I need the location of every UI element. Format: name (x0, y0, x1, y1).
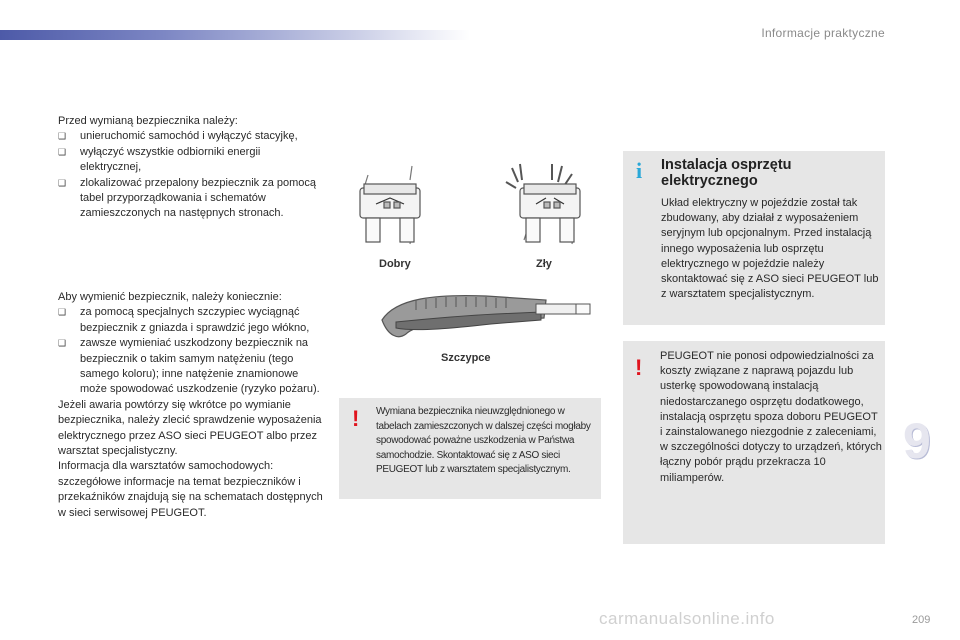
workshop-paragraph: Informacja dla warsztatów samochodowych: szczegółowe informacje na temat bezpieczników i przekaźników znajdują się na schematach dostępnych w sieci serwisowej PEUGEOT. (58, 460, 323, 519)
fuse-illustration (340, 160, 600, 270)
page-number: 209 (912, 614, 931, 626)
warning-icon: ! (352, 406, 360, 431)
warning-text: Wymiana bezpiecznika nieuwzględnionego w tabelach zamieszczonych w dalszej części mogłaby spowodować poważne uszkodzenia w Państwa samochodzie. Skontaktować się z ASO sieci PEUGEOT lub z warsztatem specjalistycznym. (376, 406, 591, 476)
warning-icon: ! (635, 355, 643, 380)
bad-fuse-icon (506, 164, 580, 244)
procedure-list (58, 305, 323, 397)
intro-text: Przed wymianą bezpiecznika należy: (58, 115, 238, 127)
procedure-block (58, 290, 323, 521)
info-title: Instalacja osprzętu elektrycznego (661, 157, 792, 189)
liability-text: PEUGEOT nie ponosi odpowiedzialności za koszty związane z naprawą pojazdu lub usterkę spowodowaną instalacją niedostarczanego osprzętu dodatkowego, instalacją osprzętu spoza doboru PEUGEOT i zainstalowanego niezgodnie z zaleceniami, w szczególności dotyczy to urządzeń, których łączny pobór prądu przekracza 10 miliamperów. (660, 350, 882, 484)
pliers-label: Szczypce (441, 352, 491, 364)
section-title: Informacje praktyczne (761, 26, 885, 40)
chapter-number: 9 (903, 413, 931, 469)
header-bar (0, 30, 470, 40)
info-box (623, 151, 885, 325)
recurrence-paragraph: Jeżeli awaria powtórzy się wkrótce po wymianie bezpiecznika, należy zlecić sprawdzenie wyposażenia elektrycznego przez ASO sieci PEUGEOT albo przez warsztat specjalistyczny. (58, 398, 322, 458)
list-item: ❑ unieruchomić samochód i wyłączyć stacyjkę, (58, 129, 323, 144)
liability-warning-box (623, 341, 885, 544)
good-fuse-icon (360, 166, 420, 244)
list-item: ❑ za pomocą specjalnych szczypiec wyciągnąć bezpiecznik z gniazda i sprawdzić jego włókno, (58, 305, 323, 336)
list-item: ❑ zlokalizować przepalony bezpiecznik za pomocą tabel przyporządkowania i schematów zamieszczonych na następnych stronach. (58, 176, 323, 222)
pliers-icon (376, 290, 596, 350)
bad-fuse-label: Zły (536, 258, 552, 270)
info-icon: i (636, 158, 643, 183)
info-body: Układ elektryczny w pojeździe został tak zbudowany, aby działał z wyposażeniem seryjnym lub opcjonalnym. Przed instalacją innego wyposażenia lub osprzętu elektrycznego w pojeździe należy skontaktować się z ASO sieci PEUGEOT lub z warsztatem specjalistycznym. (661, 197, 879, 301)
watermark: carmanualsonline.info (599, 609, 775, 628)
good-fuse-label: Dobry (379, 258, 411, 270)
warning-box (339, 398, 601, 499)
list-item: ❑ zawsze wymieniać uszkodzony bezpiecznik na bezpiecznik o takim samym natężeniu (tego samego koloru); inne natężenie znamionowe może spowodować uszkodzenie (ryzyko pożaru). (58, 336, 323, 398)
prep-list (58, 129, 323, 221)
intro2-text: Aby wymienić bezpiecznik, należy koniecznie: (58, 291, 282, 303)
intro-block (58, 114, 323, 222)
list-item: ❑ wyłączyć wszystkie odbiorniki energii elektrycznej, (58, 145, 323, 176)
